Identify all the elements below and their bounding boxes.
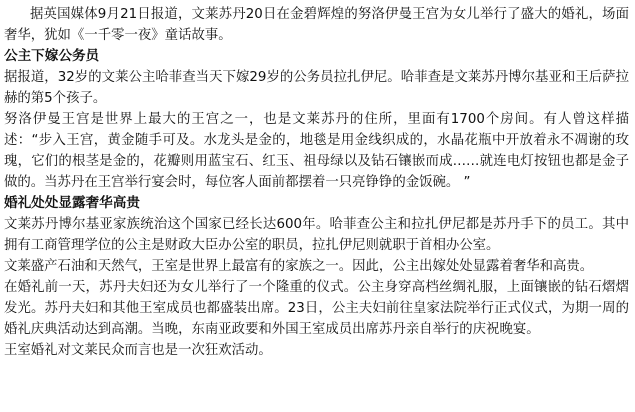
intro-paragraph: 据英国媒体9月21日报道，文莱苏丹20日在金碧辉煌的努洛伊曼王宫为女儿举行了盛大的婚礼，场面奢华，犹如《一千零一夜》童话故事。 [4,7,629,43]
section-heading-luxurious-wedding: 婚礼处处显露奢华高贵 [4,195,140,211]
paragraph-public-celebration: 王室婚礼对文莱民众而言也是一次狂欢活动。 [4,343,272,358]
paragraph-report-details: 据报道，32岁的文莱公主哈菲查当天下嫁29岁的公务员拉扎伊尼。哈菲查是文莱苏丹博尔基亚和王后萨拉赫的第5个孩子。 [4,70,629,106]
paragraph-palace-description: 努洛伊曼王宫是世界上最大的王宫之一，也是文莱苏丹的住所，里面有1700个房间。有人曾这样描述：“步入王宫，黄金随手可及。水龙头是金的，地毯是用金线织成的，水晶花瓶中开放着永不凋谢的玫瑰，它们的根茎是金的，花瓣则用蓝宝石、红玉、祖母绿以及钻石镶嵌而成……就连电灯按钮也都是金子做的。当苏丹在王宫举行宴会时，每位客人面前都摆着一只亮铮铮的金饭碗。 ” [4,112,629,190]
section-heading-princess-marries: 公主下嫁公务员 [4,48,100,64]
paragraph-ceremony: 在婚礼前一天，苏丹夫妇还为女儿举行了一个隆重的仪式。公主身穿高档丝绸礼服，上面镶嵌的钻石熠熠发光。苏丹夫妇和其他王室成员也都盛装出席。23日，公主夫妇前往皇家法院举行正式仪式，为期一周的婚礼庆典活动达到高潮。当晚，东南亚政要和外国王室成员出席苏丹亲自举行的庆祝晚宴。 [4,280,629,337]
paragraph-royal-family: 文莱苏丹博尔基亚家族统治这个国家已经长达600年。哈菲查公主和拉扎伊尼都是苏丹手下的员工。其中拥有工商管理学位的公主是财政大臣办公室的职员，拉扎伊尼则就职于首相办公室。 [4,217,629,253]
paragraph-wealth: 文莱盛产石油和天然气，王室是世界上最富有的家族之一。因此，公主出嫁处处显露着奢华和高贵。 [4,259,594,274]
